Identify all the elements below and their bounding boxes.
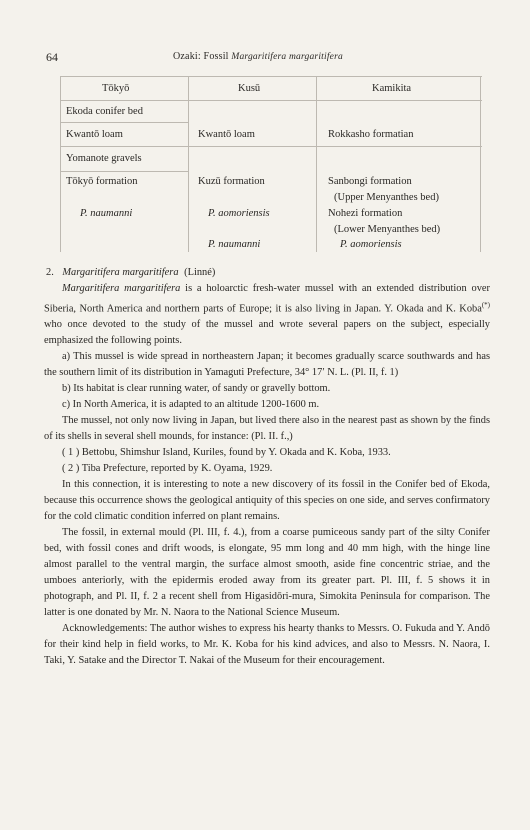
point-b: b) Its habitat is clear running water, of sandy or gravelly bottom. [62, 383, 331, 395]
table-cell: Kuzū formation [198, 176, 265, 187]
table-col-rule [480, 76, 481, 252]
table-header: Tōkyō [102, 83, 130, 94]
table-cell: Nohezi formation [328, 208, 403, 219]
paragraph: The mussel, not only now living in Japan, but lived there also in the nearest past as shown by the finds of its shells in several shell mounds, for instance: (Pl. II. f.,) [44, 415, 490, 443]
paragraph-text: who once devoted to the study of the mussel and wrote several papers on the subject, especially emphasized the following points. [44, 319, 490, 347]
table-cell: (Upper Menyanthes bed) [334, 192, 439, 203]
acknowledgements: Acknowledgements: The author wishes to express his hearty thanks to Messrs. O. Fukuda and Y. Andō for their kind help in field works, to Mr. K. Koba for his kind advices, and also to Messrs. N. Naora, I. Taki, Y. Satake and the Director T. Nakai of the Museum for their encouragement. [44, 623, 490, 667]
table-cell: Tōkyō formation [66, 176, 138, 187]
table-rule [60, 171, 188, 172]
article-body [44, 265, 490, 669]
table-header-rule [60, 100, 482, 101]
table-col-rule [188, 76, 189, 252]
table-cell: (Lower Menyanthes bed) [334, 224, 441, 235]
table-cell: Ekoda conifer bed [66, 106, 143, 117]
table-rule [60, 146, 482, 147]
stratigraphy-table [52, 76, 482, 256]
paragraph-text: is a holoarctic fresh-water mussel with an extended distribution over Siberia, North America and northern parts of Europe; it is also living in Japan. Y. Okada and K. Koba [44, 283, 490, 315]
page-header [0, 50, 530, 66]
section-author: (Linné) [184, 267, 216, 278]
running-head-species: Margaritifera margaritifera [231, 52, 343, 62]
footnote-mark: (*) [481, 301, 490, 309]
table-header: Kamikita [372, 83, 412, 94]
list-item: ( 1 ) Bettobu, Shimshur Island, Kuriles, found by Y. Okada and K. Koba, 1933. [62, 447, 391, 459]
section-number: 2. [46, 267, 54, 278]
table-cell: P. naumanni [208, 239, 261, 250]
species-name: Margaritifera margaritifera [62, 283, 181, 294]
running-head [173, 51, 343, 62]
table-cell: P. aomoriensis [208, 208, 270, 219]
paragraph: In this connection, it is interesting to note a new discovery of its fossil in the Conifer bed of Ekoda, because this occurrence shows the geological antiquity of this species on one side, and serves confirmatory for the cold climatic condition inferred on plant remains. [44, 479, 490, 523]
section-title: Margaritifera margaritifera [62, 267, 179, 278]
section-heading [44, 265, 490, 281]
table-col-rule [60, 76, 61, 252]
table-col-rule [316, 76, 317, 252]
table-cell: Kwantō loam [198, 129, 255, 140]
point-c: c) In North America, it is adapted to an altitude 1200-1600 m. [62, 399, 320, 411]
paragraph [44, 281, 490, 349]
table-rule [60, 122, 188, 123]
table-cell: Kwantō loam [66, 129, 123, 140]
paragraph: The fossil, in external mould (Pl. III, f. 4.), from a coarse pumiceous sandy part of the silty Conifer bed, with fossil cones and drift woods, is elongate, 95 mm long and 40 mm high, with the hinge line almost parallel to the ventral margin, the surface almost smooth, aside fine concentric striae, and the umboes anteriorly, with the epidermis eroded away from its greater part. Pl. III, f. 5 shows it in photograph, and Pl. II, f. 2 a recent shell from Higasidōri-mura, Simokita Peninsula for comparison. The latter is one donated by Mr. N. Naora to the National Science Museum. [44, 527, 490, 619]
table-cell: Sanbongi formation [328, 176, 412, 187]
list-item: ( 2 ) Tiba Prefecture, reported by K. Oyama, 1929. [62, 463, 273, 475]
table-cell: P. naumanni [80, 208, 133, 219]
point-a: a) This mussel is wide spread in northeastern Japan; it becomes gradually scarce southwards and has the southern limit of its distribution in Yamaguti Prefecture, 34° 17′ N. L. (Pl. II, f. 1) [44, 351, 490, 379]
running-head-prefix: Ozaki: Fossil [173, 51, 232, 62]
table-cell: Rokkasho formatian [328, 129, 414, 140]
table-top-rule [60, 76, 482, 77]
page-number: 64 [46, 50, 58, 64]
table-header: Kusū [238, 83, 261, 94]
table-cell: P. aomoriensis [340, 239, 402, 250]
table-cell: Yomanote gravels [66, 153, 142, 164]
